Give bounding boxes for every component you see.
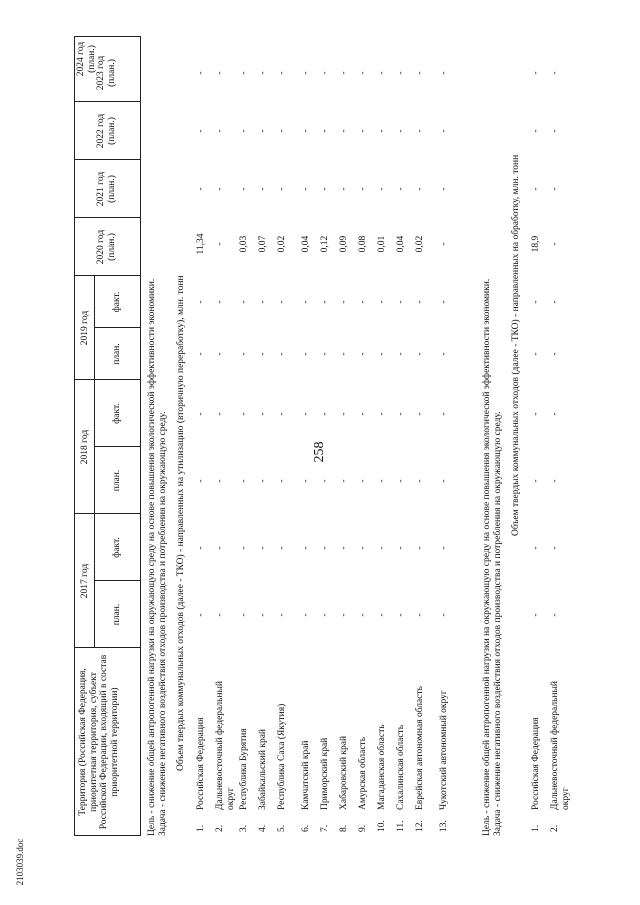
row-cell-dash: - xyxy=(396,479,406,483)
row-cell-dash: - xyxy=(358,71,368,75)
row-cell-dash: - xyxy=(531,129,541,133)
row-cell-dash: - xyxy=(531,479,541,483)
row-cell-dash: - xyxy=(301,352,311,356)
row-number: 7. xyxy=(320,824,330,832)
row-cell-dash: - xyxy=(320,300,330,304)
row-number: 1. xyxy=(531,824,541,832)
row-cell-dash: - xyxy=(339,479,349,483)
row-number: 6. xyxy=(301,824,311,832)
row-cell-dash: - xyxy=(258,613,268,617)
row-cell-2020: 18,9 xyxy=(531,235,541,253)
row-cell-dash: - xyxy=(377,187,387,191)
row-cell-dash: - xyxy=(358,412,368,416)
row-cell-dash: - xyxy=(258,300,268,304)
row-territory-name: Республика Бурятия xyxy=(239,728,249,810)
row-territory-name: Камчатский край xyxy=(301,740,311,810)
header-fact-2017: факт. xyxy=(112,537,122,558)
row-territory-name: Чукотский автономный округ xyxy=(439,690,449,810)
row-cell-dash: - xyxy=(396,613,406,617)
header-year-2017: 2017 год xyxy=(80,563,90,599)
section1-goal: Цель - снижение общей антропогенной нагрузки на окружающую среду на основе повышения экологической эффективности экономики. xyxy=(147,278,157,836)
row-cell-dash: - xyxy=(215,613,225,617)
row-cell-dash: - xyxy=(320,71,330,75)
row-cell-dash: - xyxy=(320,613,330,617)
row-cell-dash: - xyxy=(415,352,425,356)
row-cell-2020: 11,34 xyxy=(196,233,206,255)
row-cell-dash: - xyxy=(415,613,425,617)
row-cell-dash: - xyxy=(358,479,368,483)
row-cell-2020: - xyxy=(550,242,560,246)
row-cell-dash: - xyxy=(320,412,330,416)
header-territory: Территория (Российская Федерация, приоритетная территория, субъект Российской Федерации, входящий в состав приоритетной территории) xyxy=(78,654,120,830)
section2-indicator: Объем твердых коммунальных отходов (далее - ТКО) - направленных на обработку, млн. тонн xyxy=(511,154,521,536)
row-number: 1. xyxy=(196,824,206,832)
row-cell-dash: - xyxy=(301,546,311,550)
row-cell-2020: 0,07 xyxy=(258,235,268,253)
header-rule-2021 xyxy=(74,217,141,218)
row-cell-dash: - xyxy=(531,352,541,356)
row-cell-dash: - xyxy=(377,412,387,416)
row-cell-dash: - xyxy=(239,412,249,416)
row-cell-dash: - xyxy=(439,300,449,304)
row-cell-dash: - xyxy=(339,300,349,304)
row-cell-dash: - xyxy=(415,71,425,75)
header-year-2019: 2019 год xyxy=(80,310,90,346)
row-cell-2020: 0,12 xyxy=(320,235,330,253)
row-cell-dash: - xyxy=(550,412,560,416)
row-cell-dash: - xyxy=(215,412,225,416)
row-cell-dash: - xyxy=(396,412,406,416)
row-cell-2020: - xyxy=(439,242,449,246)
row-cell-dash: - xyxy=(215,71,225,75)
row-cell-dash: - xyxy=(258,412,268,416)
row-cell-dash: - xyxy=(301,129,311,133)
row-cell-dash: - xyxy=(550,71,560,75)
row-cell-dash: - xyxy=(550,613,560,617)
row-cell-dash: - xyxy=(550,546,560,550)
row-cell-dash: - xyxy=(339,352,349,356)
row-cell-dash: - xyxy=(196,300,206,304)
row-territory-name: Хабаровский край xyxy=(339,735,349,810)
row-cell-dash: - xyxy=(215,187,225,191)
row-cell-dash: - xyxy=(415,300,425,304)
row-cell-dash: - xyxy=(531,613,541,617)
row-cell-dash: - xyxy=(439,479,449,483)
row-cell-dash: - xyxy=(320,129,330,133)
row-cell-dash: - xyxy=(196,613,206,617)
row-territory-name: Дальневосточный федеральный округ xyxy=(550,681,571,810)
row-cell-2020: 0,08 xyxy=(358,235,368,253)
row-number: 11. xyxy=(396,820,406,832)
row-cell-dash: - xyxy=(377,129,387,133)
row-cell-dash: - xyxy=(550,352,560,356)
row-cell-dash: - xyxy=(196,129,206,133)
row-cell-dash: - xyxy=(196,187,206,191)
row-cell-dash: - xyxy=(550,479,560,483)
row-number: 12. xyxy=(415,820,425,832)
row-number: 5. xyxy=(277,824,287,832)
row-cell-dash: - xyxy=(239,187,249,191)
row-cell-dash: - xyxy=(339,71,349,75)
row-cell-dash: - xyxy=(239,613,249,617)
row-number: 8. xyxy=(339,824,349,832)
header-bottom-rule xyxy=(140,36,141,836)
row-cell-dash: - xyxy=(396,71,406,75)
row-cell-dash: - xyxy=(301,71,311,75)
row-cell-dash: - xyxy=(277,613,287,617)
row-number: 9. xyxy=(358,824,368,832)
page-number: 258 xyxy=(312,441,327,463)
row-cell-dash: - xyxy=(550,300,560,304)
row-cell-2020: 0,01 xyxy=(377,235,387,253)
row-cell-dash: - xyxy=(396,352,406,356)
header-left-rule xyxy=(74,835,141,836)
row-cell-dash: - xyxy=(358,546,368,550)
row-cell-dash: - xyxy=(415,479,425,483)
row-cell-dash: - xyxy=(320,546,330,550)
row-cell-dash: - xyxy=(239,300,249,304)
row-cell-dash: - xyxy=(396,187,406,191)
header-fact-2018: факт. xyxy=(112,403,122,424)
row-territory-name: Сахалинская область xyxy=(396,724,406,810)
row-territory-name: Забайкальский край xyxy=(258,729,268,810)
row-territory-name: Магаданская область xyxy=(377,724,387,810)
row-cell-2020: 0,03 xyxy=(239,235,249,253)
row-cell-dash: - xyxy=(358,352,368,356)
row-cell-dash: - xyxy=(439,613,449,617)
section2-task: Задача - снижение негативного воздействия отходов производства и потребления на окружающую среду. xyxy=(493,411,503,836)
row-cell-dash: - xyxy=(439,352,449,356)
footer-file-name: 2103039.doc xyxy=(15,838,25,886)
row-cell-dash: - xyxy=(301,613,311,617)
row-cell-dash: - xyxy=(358,187,368,191)
row-cell-dash: - xyxy=(339,546,349,550)
row-cell-dash: - xyxy=(377,71,387,75)
row-cell-dash: - xyxy=(215,129,225,133)
row-territory-name: Российская Федерация xyxy=(196,717,206,810)
row-cell-dash: - xyxy=(196,546,206,550)
row-cell-dash: - xyxy=(301,479,311,483)
section1-task: Задача - снижение негативного воздействия отходов производства и потребления на окружающую среду. xyxy=(158,411,168,836)
row-cell-2020: 0,04 xyxy=(396,235,406,253)
row-cell-dash: - xyxy=(215,479,225,483)
section1-indicator: Объем твердых коммунальных отходов (далее - ТКО) - направленных на утилизацию (вторичную переработку), млн. тонн xyxy=(176,275,186,771)
row-cell-dash: - xyxy=(415,187,425,191)
row-number: 2. xyxy=(215,824,225,832)
row-cell-dash: - xyxy=(301,300,311,304)
row-cell-dash: - xyxy=(377,546,387,550)
header-plan-2019: план. xyxy=(112,343,122,365)
row-cell-dash: - xyxy=(320,352,330,356)
header-plan-2018: план. xyxy=(112,469,122,492)
row-cell-dash: - xyxy=(358,129,368,133)
row-territory-name: Республика Саха (Якутия) xyxy=(277,703,287,810)
row-cell-dash: - xyxy=(320,479,330,483)
row-number: 10. xyxy=(377,820,387,832)
row-number: 2. xyxy=(550,824,560,832)
header-rule-2022 xyxy=(74,159,141,160)
row-cell-dash: - xyxy=(239,71,249,75)
row-cell-dash: - xyxy=(415,546,425,550)
row-cell-dash: - xyxy=(339,613,349,617)
row-cell-dash: - xyxy=(439,71,449,75)
row-cell-dash: - xyxy=(358,613,368,617)
row-number: 4. xyxy=(258,824,268,832)
row-cell-dash: - xyxy=(215,352,225,356)
row-cell-dash: - xyxy=(550,187,560,191)
row-cell-dash: - xyxy=(415,129,425,133)
header-plan-2023: 2023 год (план.) xyxy=(96,55,117,91)
row-cell-dash: - xyxy=(258,71,268,75)
row-cell-dash: - xyxy=(277,546,287,550)
row-cell-2020: - xyxy=(215,242,225,246)
row-cell-dash: - xyxy=(439,187,449,191)
row-cell-dash: - xyxy=(239,352,249,356)
row-cell-dash: - xyxy=(277,300,287,304)
row-territory-name: Российская Федерация xyxy=(531,717,541,810)
row-cell-dash: - xyxy=(258,352,268,356)
rotated-table-page xyxy=(74,36,634,836)
section2-goal: Цель - снижение общей антропогенной нагрузки на окружающую среду на основе повышения экологической эффективности экономики. xyxy=(482,278,492,836)
row-cell-dash: - xyxy=(277,129,287,133)
row-cell-dash: - xyxy=(258,546,268,550)
header-plan-2017: план. xyxy=(112,603,122,626)
row-cell-dash: - xyxy=(277,479,287,483)
header-year-underline xyxy=(94,276,95,648)
row-cell-dash: - xyxy=(531,71,541,75)
row-cell-dash: - xyxy=(277,412,287,416)
row-cell-dash: - xyxy=(277,187,287,191)
row-cell-dash: - xyxy=(377,352,387,356)
row-cell-dash: - xyxy=(531,546,541,550)
row-number: 3. xyxy=(239,824,249,832)
row-territory-name: Приморский край xyxy=(320,737,330,810)
header-rule-2023 xyxy=(74,101,141,102)
row-cell-dash: - xyxy=(377,613,387,617)
header-top-rule xyxy=(74,36,75,836)
row-cell-dash: - xyxy=(439,546,449,550)
row-cell-dash: - xyxy=(239,546,249,550)
header-year-2018: 2018 год xyxy=(80,429,90,465)
row-cell-dash: - xyxy=(396,546,406,550)
row-cell-dash: - xyxy=(531,300,541,304)
row-cell-dash: - xyxy=(550,129,560,133)
row-cell-dash: - xyxy=(439,129,449,133)
row-cell-2020: 0,04 xyxy=(301,235,311,253)
row-cell-dash: - xyxy=(196,479,206,483)
row-cell-dash: - xyxy=(377,479,387,483)
row-cell-dash: - xyxy=(320,187,330,191)
row-cell-dash: - xyxy=(531,187,541,191)
row-cell-dash: - xyxy=(415,412,425,416)
row-cell-2020: 0,02 xyxy=(415,235,425,253)
row-cell-dash: - xyxy=(196,352,206,356)
row-cell-dash: - xyxy=(277,71,287,75)
row-cell-dash: - xyxy=(339,412,349,416)
row-cell-2020: 0,09 xyxy=(339,235,349,253)
header-plan-2020: 2020 год (план.) xyxy=(96,229,117,265)
row-number: 13. xyxy=(439,820,449,832)
header-plan-2022: 2022 год (план.) xyxy=(96,113,117,149)
row-cell-dash: - xyxy=(339,187,349,191)
row-cell-dash: - xyxy=(258,187,268,191)
row-cell-dash: - xyxy=(301,412,311,416)
row-cell-dash: - xyxy=(396,300,406,304)
row-cell-dash: - xyxy=(396,129,406,133)
row-cell-dash: - xyxy=(277,352,287,356)
row-cell-dash: - xyxy=(358,300,368,304)
row-cell-dash: - xyxy=(196,71,206,75)
row-cell-dash: - xyxy=(531,412,541,416)
header-plan-2021: 2021 год (план.) xyxy=(96,171,117,207)
row-cell-dash: - xyxy=(239,129,249,133)
row-cell-dash: - xyxy=(258,479,268,483)
row-cell-2020: 0,02 xyxy=(277,235,287,253)
row-territory-name: Дальневосточный федеральный округ xyxy=(215,681,236,810)
row-cell-dash: - xyxy=(215,300,225,304)
row-cell-dash: - xyxy=(339,129,349,133)
row-cell-dash: - xyxy=(377,300,387,304)
row-cell-dash: - xyxy=(258,129,268,133)
row-cell-dash: - xyxy=(439,412,449,416)
row-cell-dash: - xyxy=(239,479,249,483)
header-fact-2019: факт. xyxy=(112,291,122,313)
row-territory-name: Еврейская автономная область xyxy=(415,686,425,810)
header-plan-2024: 2024 год (план.) xyxy=(76,41,97,77)
row-cell-dash: - xyxy=(196,412,206,416)
row-territory-name: Амурская область xyxy=(358,736,368,810)
row-cell-dash: - xyxy=(215,546,225,550)
row-cell-dash: - xyxy=(301,187,311,191)
